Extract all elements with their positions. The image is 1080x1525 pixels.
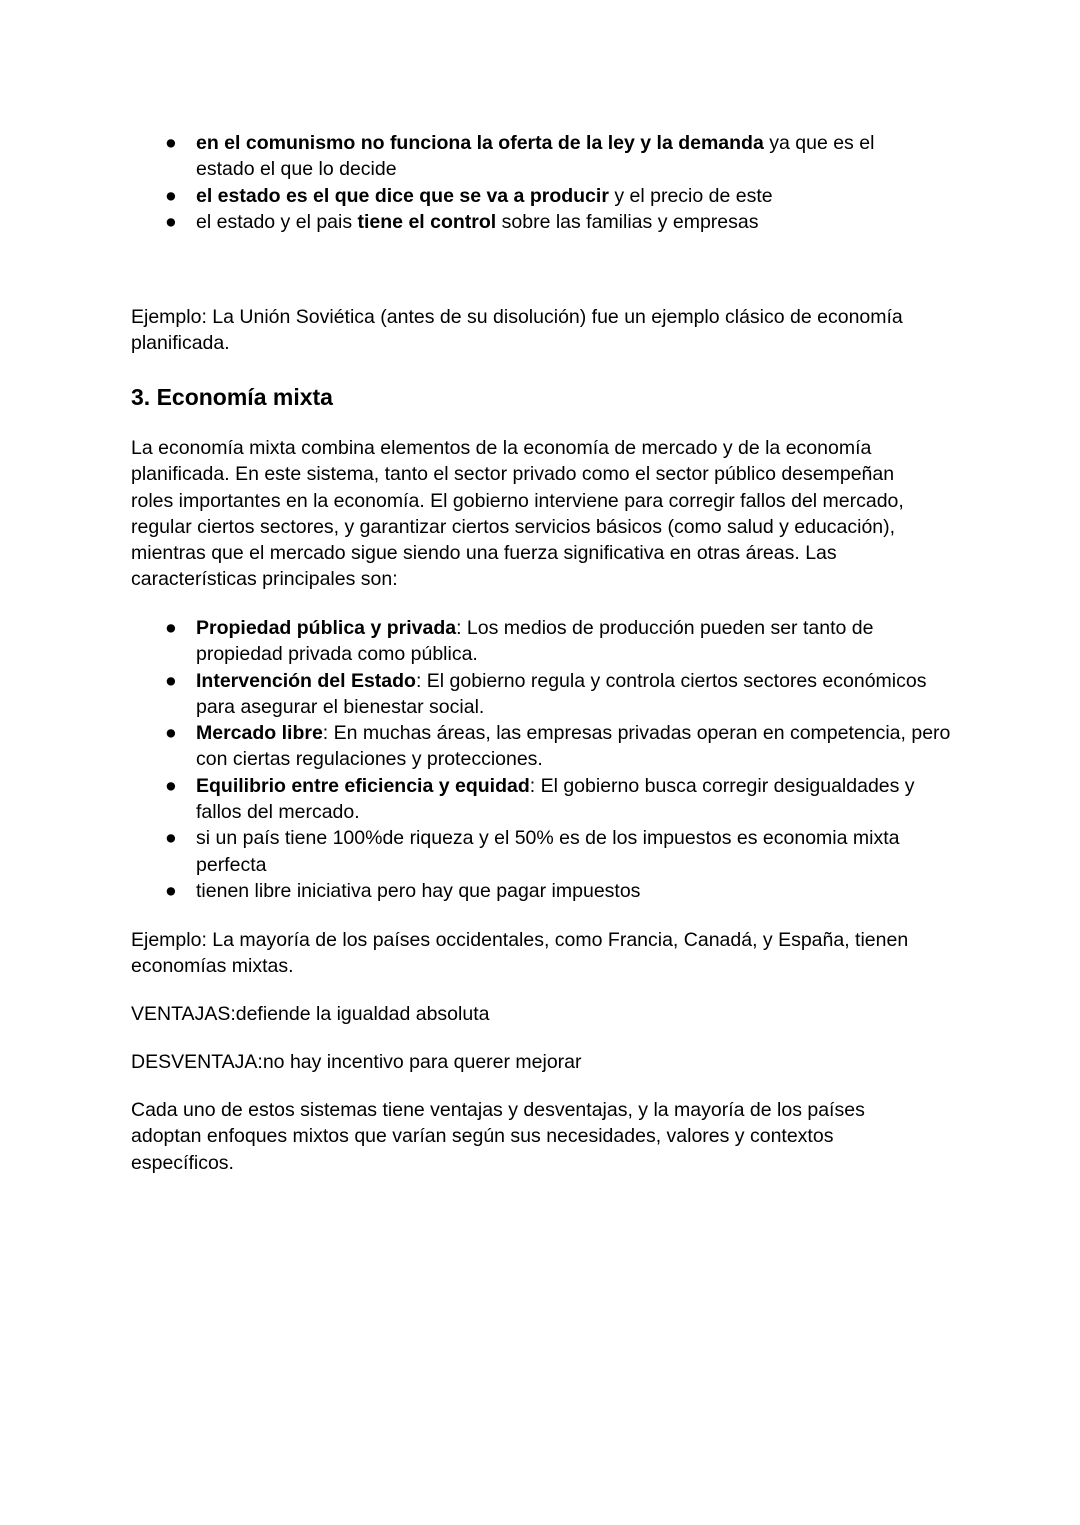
advantages-text: VENTAJAS:defiende la igualdad absoluta [131, 1003, 490, 1025]
bullet-icon: ● [165, 722, 177, 745]
list-item: ● Propiedad pública y privada: Los medios de producción pueden ser tanto de propiedad privada como pública. [165, 617, 874, 666]
list-item: ● Intervención del Estado: El gobierno regula y controla ciertos sectores económicos para asegurar el bienestar social. [165, 669, 927, 718]
bullet-icon: ● [165, 184, 177, 207]
list-item: ● en el comunismo no funciona la oferta de la ley y la demanda ya que es el estado el que lo decide [165, 132, 875, 181]
bullet-icon: ● [165, 879, 177, 902]
list-item: ● el estado y el pais tiene el control sobre las familias y empresas [131, 209, 921, 235]
communism-list [131, 130, 921, 235]
conclusion-paragraph: Cada uno de estos sistemas tiene ventajas y desventajas, y la mayoría de los países adoptan enfoques mixtos que varían según sus necesidades, valores y contextos específicos. [131, 1099, 865, 1174]
intro-paragraph: La economía mixta combina elementos de la economía de mercado y de la economía planificada. En este sistema, tanto el sector privado como el sector público desempeñan roles importantes en la economía. El gobierno interviene para corregir fallos del mercado, regular ciertos sectores, y garantizar ciertos servicios básicos (como salud y educación), mientras que el mercado sigue siendo una fuerza significativa en otras áreas. Las características principales son: [131, 437, 904, 591]
bullet-icon: ● [165, 669, 177, 692]
bullet-icon: ● [165, 774, 177, 797]
list-item: ● Mercado libre: En muchas áreas, las empresas privadas operan en competencia, pero con ciertas regulaciones y protecciones. [165, 722, 951, 771]
list-item: ● el estado es el que dice que se va a producir y el precio de este [131, 183, 921, 209]
list-item: ● Equilibrio entre eficiencia y equidad: El gobierno busca corregir desigualdades y fallos del mercado. [165, 774, 915, 824]
list-item: ● si un país tiene 100%de riqueza y el 50% es de los impuestos es economia mixta perfecta [165, 827, 900, 876]
bullet-icon: ● [165, 132, 177, 154]
example-paragraph: Ejemplo: La Unión Soviética (antes de su disolución) fue un ejemplo clásico de economía planificada. [131, 306, 903, 355]
bullet-icon: ● [165, 617, 177, 639]
disadvantages-text: DESVENTAJA:no hay incentivo para querer mejorar [131, 1051, 582, 1073]
bullet-icon: ● [165, 827, 177, 850]
section-heading: 3. Economía mixta [131, 384, 333, 410]
example-paragraph-2: Ejemplo: La mayoría de los países occidentales, como Francia, Canadá, y España, tienen economías mixtas. [131, 929, 909, 978]
list-item: ● tienen libre iniciativa pero hay que pagar impuestos [131, 878, 951, 904]
characteristics-list [131, 615, 951, 904]
bullet-icon: ● [165, 210, 177, 233]
